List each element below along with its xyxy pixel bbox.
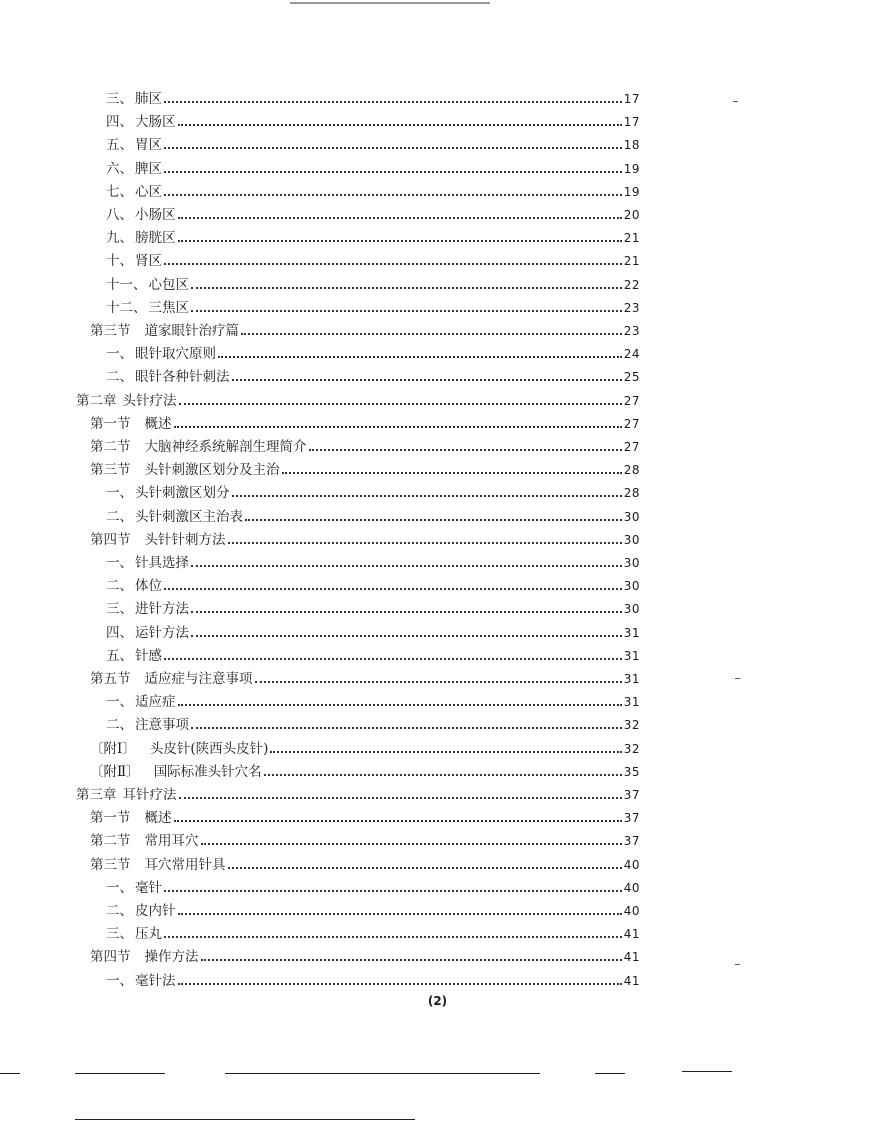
toc-page-number: 22 — [623, 277, 640, 292]
toc-number: 十、 — [106, 253, 133, 270]
toc-title: 脾区 — [135, 160, 162, 177]
toc-title: 肾区 — [135, 253, 162, 270]
toc-page-number: 41 — [623, 973, 640, 988]
toc-page-number: 30 — [623, 579, 640, 594]
scan-speck — [290, 2, 490, 4]
scan-line — [75, 1119, 415, 1120]
toc-title: 注意事项 — [135, 717, 189, 734]
toc-title: 头针刺激区主治表 — [135, 508, 243, 525]
toc-number: 一、 — [106, 879, 133, 896]
dot-leader — [164, 263, 622, 265]
dot-leader — [179, 403, 622, 405]
toc-title: 小肠区 — [135, 207, 176, 223]
toc-page-number: 19 — [623, 184, 640, 199]
toc-title: 运针方法 — [135, 624, 189, 641]
scan-speck — [735, 678, 740, 679]
toc-number: 一、 — [106, 346, 133, 363]
toc-number: 一、 — [106, 972, 133, 989]
scan-speck — [733, 101, 738, 102]
toc-section — [90, 436, 640, 458]
toc-number: 第三节 — [90, 323, 131, 339]
toc-page-number: 27 — [623, 416, 640, 431]
toc-number: 〔附Ⅰ〕 — [90, 740, 136, 757]
dot-leader — [201, 843, 622, 845]
toc-page-number: 37 — [623, 811, 640, 826]
toc-title: 肺区 — [135, 91, 162, 107]
dot-leader — [164, 588, 622, 590]
toc-page-number: 30 — [623, 556, 640, 570]
toc-title: 常用耳穴 — [144, 833, 199, 850]
toc-subitem — [106, 204, 640, 226]
dot-leader — [174, 820, 622, 822]
toc-page-number: 17 — [623, 115, 640, 130]
toc-title: 大肠区 — [135, 114, 176, 131]
toc-title: 心包区 — [148, 276, 189, 293]
toc-subitem — [106, 970, 640, 992]
toc-number: 十一、 — [106, 276, 147, 293]
toc-title: 操作方法 — [144, 949, 199, 966]
toc-subitem — [106, 250, 640, 272]
toc-number: 第三节 — [90, 856, 131, 873]
toc-title: 进针方法 — [135, 601, 189, 618]
toc-page-number: 32 — [623, 718, 640, 733]
toc-section — [90, 946, 640, 968]
toc-section — [90, 738, 640, 760]
toc-title: 头针刺激区划分及主治 — [144, 462, 280, 479]
toc-title: 适应症与注意事项 — [144, 671, 253, 687]
toc-page-number: 28 — [623, 463, 640, 478]
toc-title: 大脑神经系统解剖生理简介 — [144, 439, 307, 455]
toc-title: 压丸 — [135, 926, 162, 943]
dot-leader — [178, 983, 622, 985]
toc-title: 针具选择 — [135, 555, 189, 571]
toc-page-number: 41 — [623, 950, 640, 965]
toc-subitem — [106, 88, 640, 110]
toc-page-number: 30 — [623, 532, 640, 547]
toc-page-number: 31 — [623, 695, 640, 710]
toc-title: 针感 — [135, 647, 162, 664]
toc-title: 耳穴常用针具 — [144, 856, 226, 873]
toc-subitem — [106, 181, 640, 203]
dot-leader — [309, 449, 622, 451]
toc-number: 八、 — [106, 207, 133, 223]
toc-number: 三、 — [106, 91, 133, 107]
toc-title: 胃区 — [135, 137, 162, 154]
toc-title: 头针疗法 — [122, 392, 177, 409]
toc-number: 第二节 — [90, 833, 131, 850]
toc-subitem — [106, 575, 640, 597]
toc-number: 二、 — [106, 369, 133, 386]
toc-section — [90, 529, 640, 551]
scan-line — [0, 1073, 20, 1074]
toc-number: 五、 — [106, 137, 133, 154]
toc-number: 二、 — [106, 717, 133, 734]
dot-leader — [245, 519, 622, 521]
toc-page-number: 40 — [623, 857, 640, 872]
toc-title: 头皮针(陕西头皮针) — [149, 740, 269, 757]
toc-page-number: 23 — [623, 300, 640, 315]
toc-number: 第一节 — [90, 810, 131, 827]
dot-leader — [174, 426, 622, 428]
toc-chapter — [76, 784, 640, 806]
toc-subitem — [106, 598, 640, 620]
toc-number: 三、 — [106, 601, 133, 618]
dot-leader — [232, 379, 622, 381]
toc-title: 头针针刺方法 — [144, 531, 226, 548]
toc-subitem — [106, 274, 640, 296]
toc-title: 体位 — [135, 578, 162, 595]
scan-speck — [735, 964, 740, 965]
toc-section — [90, 854, 640, 876]
toc-page-number: 31 — [623, 648, 640, 663]
toc-section — [90, 413, 640, 435]
dot-leader — [191, 611, 622, 613]
toc-page-number: 37 — [623, 834, 640, 849]
toc-title: 皮内针 — [135, 903, 176, 919]
toc-title: 眼针各种针刺法 — [135, 369, 230, 386]
toc-page-number: 21 — [623, 254, 640, 269]
dot-leader — [282, 472, 622, 474]
toc-number: 第三节 — [90, 462, 131, 479]
dot-leader — [191, 635, 622, 637]
toc-number: 第二章 — [76, 392, 117, 409]
toc-number: 第二节 — [90, 439, 131, 455]
toc-title: 耳针疗法 — [122, 787, 177, 803]
toc-page-number: 20 — [623, 208, 640, 222]
dot-leader — [164, 936, 622, 938]
toc-title: 心区 — [135, 183, 162, 200]
toc-subitem — [106, 482, 640, 504]
toc-section — [90, 668, 640, 690]
toc-subitem — [106, 645, 640, 667]
toc-section — [90, 807, 640, 829]
toc-title: 概述 — [144, 810, 172, 827]
scan-line — [682, 1071, 732, 1072]
toc-subitem — [106, 158, 640, 180]
toc-page-number: 18 — [623, 138, 640, 153]
dot-leader — [191, 565, 622, 567]
dot-leader — [218, 356, 622, 358]
dot-leader — [191, 727, 622, 729]
toc-subitem — [106, 900, 640, 922]
toc-number: 第四节 — [90, 949, 131, 966]
toc-section — [90, 320, 640, 342]
toc-number: 四、 — [106, 114, 133, 131]
toc-number: 一、 — [106, 555, 133, 571]
toc-number: 二、 — [106, 903, 133, 919]
toc-chapter — [76, 390, 640, 412]
dot-leader — [178, 704, 622, 706]
toc-subitem — [106, 366, 640, 388]
toc-page-number: 31 — [623, 625, 640, 640]
scan-line — [225, 1073, 540, 1074]
scan-line — [75, 1073, 165, 1074]
toc-number: 一、 — [106, 694, 133, 711]
toc-number: 第三章 — [76, 787, 117, 803]
dot-leader — [164, 658, 622, 660]
toc-subitem — [106, 923, 640, 945]
dot-leader — [178, 240, 622, 242]
toc-title: 道家眼针治疗篇 — [144, 323, 239, 339]
toc-title: 适应症 — [135, 694, 176, 711]
toc-page-number: 28 — [623, 486, 640, 501]
toc-section — [90, 459, 640, 481]
toc-subitem — [106, 297, 640, 319]
dot-leader — [178, 913, 622, 915]
toc-number: 五、 — [106, 647, 133, 664]
toc-page-number: 40 — [623, 880, 640, 895]
toc-subitem — [106, 877, 640, 899]
dot-leader — [201, 959, 622, 961]
toc-page-number: 24 — [623, 347, 640, 362]
toc-subitem — [106, 111, 640, 133]
toc-page-number: 21 — [623, 231, 640, 246]
toc-page-number: 17 — [623, 92, 640, 106]
toc-page-number: 23 — [623, 324, 640, 338]
toc-number: 〔附Ⅱ〕 — [90, 763, 140, 780]
dot-leader — [164, 147, 622, 149]
toc-number: 九、 — [106, 230, 133, 247]
toc-page-number: 37 — [623, 788, 640, 802]
toc-page-number: 19 — [623, 161, 640, 176]
toc-title: 膀胱区 — [135, 230, 176, 247]
toc-number: 第五节 — [90, 671, 131, 687]
toc-subitem — [106, 506, 640, 528]
dot-leader — [191, 287, 622, 289]
toc-page-number: 27 — [623, 393, 640, 408]
dot-leader — [255, 681, 622, 683]
toc-page-number: 30 — [623, 602, 640, 617]
dot-leader — [232, 495, 622, 497]
dot-leader — [164, 101, 622, 103]
dot-leader — [178, 217, 622, 219]
dot-leader — [228, 867, 622, 869]
toc-title: 三焦区 — [148, 299, 189, 316]
toc-number: 三、 — [106, 926, 133, 943]
toc-subitem — [106, 622, 640, 644]
toc-title: 国际标准头针穴名 — [153, 763, 262, 780]
toc-number: 四、 — [106, 624, 133, 641]
toc-title: 毫针 — [135, 879, 162, 896]
toc-section — [90, 761, 640, 783]
toc-subitem — [106, 691, 640, 713]
toc-page-number: 27 — [623, 440, 640, 454]
page-number: (2) — [427, 994, 448, 1008]
toc-page-number: 30 — [623, 509, 640, 524]
toc-page-number: 25 — [623, 370, 640, 385]
dot-leader — [264, 774, 622, 776]
toc-subitem — [106, 134, 640, 156]
toc-subitem — [106, 227, 640, 249]
dot-leader — [179, 797, 622, 799]
dot-leader — [164, 890, 622, 892]
toc-section — [90, 830, 640, 852]
toc-subitem — [106, 343, 640, 365]
toc-page-number: 32 — [623, 741, 640, 756]
dot-leader — [270, 751, 621, 753]
toc-page-number: 31 — [623, 672, 640, 686]
dot-leader — [228, 542, 622, 544]
dot-leader — [191, 310, 622, 312]
toc-subitem — [106, 552, 640, 574]
toc-number: 十二、 — [106, 299, 147, 316]
dot-leader — [241, 333, 622, 335]
toc-title: 头针刺激区划分 — [135, 485, 230, 502]
toc-page-number: 35 — [623, 764, 640, 779]
toc-title: 眼针取穴原则 — [135, 346, 216, 363]
dot-leader — [164, 171, 622, 173]
dot-leader — [178, 124, 622, 126]
toc-number: 二、 — [106, 508, 133, 525]
scan-line — [595, 1073, 625, 1074]
toc-number: 六、 — [106, 160, 133, 177]
toc-number: 七、 — [106, 183, 133, 200]
toc-number: 第一节 — [90, 415, 131, 432]
toc-number: 第四节 — [90, 531, 131, 548]
toc-page-number: 41 — [623, 927, 640, 942]
toc-number: 一、 — [106, 485, 133, 502]
dot-leader — [164, 194, 622, 196]
toc-page-number: 40 — [623, 904, 640, 918]
toc-subitem — [106, 714, 640, 736]
toc-title: 概述 — [144, 415, 172, 432]
toc-title: 毫针法 — [135, 972, 176, 989]
toc-number: 二、 — [106, 578, 133, 595]
